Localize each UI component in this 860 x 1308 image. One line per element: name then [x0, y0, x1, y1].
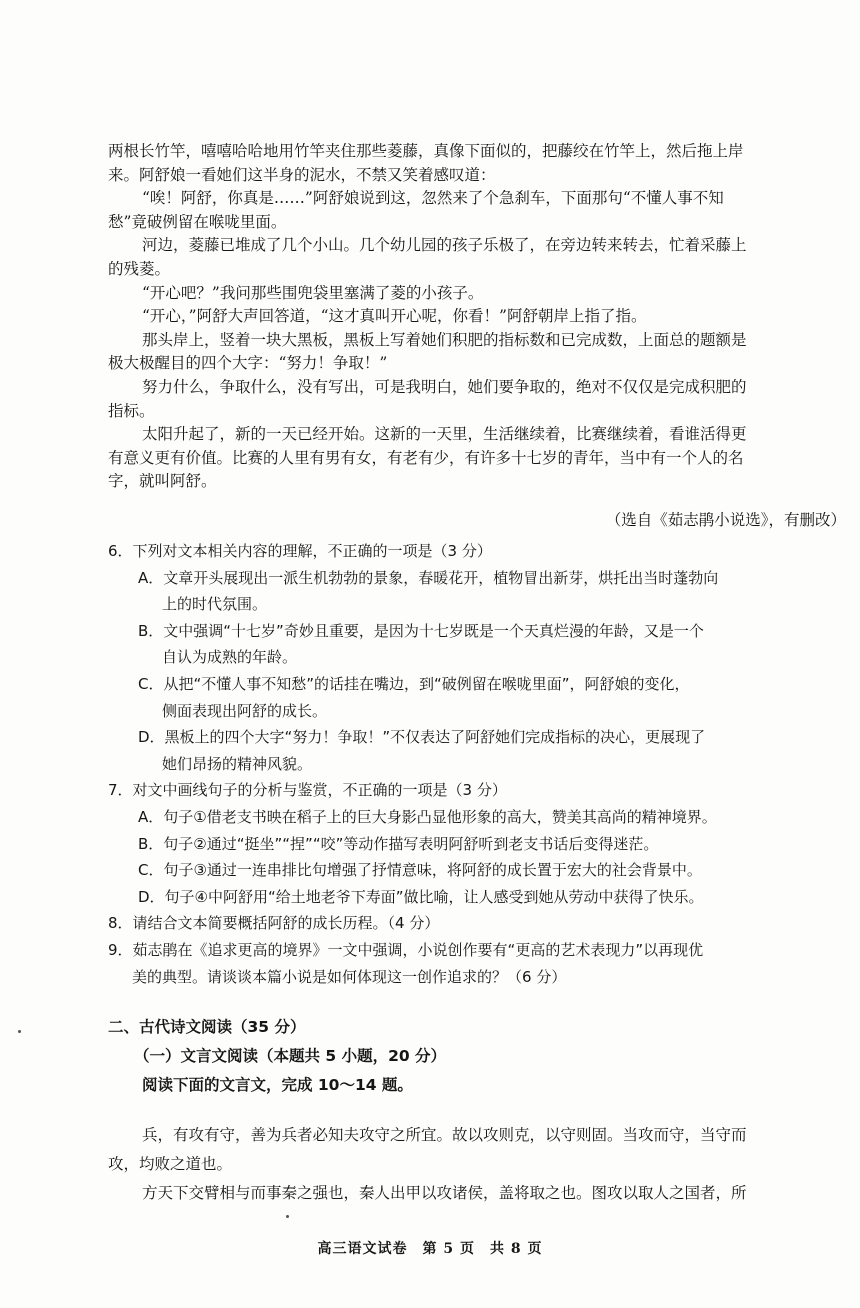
classical-passage — [108, 1121, 853, 1208]
question-9: 9．茹志鹃在《追求更高的境界》一文中强调，小说创作要有“更高的艺术表现力”以再现优 — [108, 940, 704, 959]
story-line: 努力什么，争取什么，没有写出，可是我明白，她们要争取的，绝对不仅仅是完成积肥的 — [142, 377, 747, 396]
page-footer: 高三语文试卷 第 5 页 共 8 页 — [317, 1241, 543, 1257]
option-7b: B．句子②通过“挺坐”“捏”“咬”等动作描写表明阿舒听到老支书话后变得迷茫。 — [138, 834, 659, 853]
option-6b: B．文中强调“十七岁”奇妙且重要，是因为十七岁既是一个天真烂漫的年龄，又是一个 — [138, 621, 704, 640]
option-6b-cont: 自认为成熟的年龄。 — [162, 648, 298, 667]
option-6c-cont: 侧面表现出阿舒的成长。 — [162, 701, 328, 720]
story-line: 太阳升起了，新的一天已经开始。这新的一天里，生活继续着，比赛继续着，看谁活得更 — [142, 425, 747, 444]
classical-line: 方天下交臂相与而事秦之强也，秦人出甲以攻诸侯，盖将取之也。图攻以取人之国者，所 — [142, 1184, 747, 1202]
section-title: 二、古代诗文阅读（35 分） — [108, 1018, 306, 1036]
option-6a: A．文章开头展现出一派生机勃勃的景象，春暖花开，植物冒出新芽，烘托出当时蓬勃向 — [138, 568, 719, 587]
scan-speck — [18, 1030, 21, 1033]
reading-instruction: 阅读下面的文言文，完成 10～14 题。 — [142, 1076, 413, 1094]
story-line: 极大极醒目的四个大字：“努力！争取！” — [108, 354, 388, 373]
scan-speck — [286, 1215, 289, 1218]
story-line: 字，就叫阿舒。 — [108, 472, 217, 491]
question-7: 7．对文中画线句子的分析与鉴赏，不正确的一项是（3 分） — [108, 781, 507, 800]
story-line: 有意义更有价值。比赛的人里有男有女，有老有少，有许多十七岁的青年，当中有一个人的名 — [108, 448, 744, 467]
question-9-cont: 美的典型。请谈谈本篇小说是如何体现这一创作追求的？（6 分） — [132, 967, 567, 986]
story-line: 的残菱。 — [108, 259, 171, 278]
story-line: 来。阿舒娘一看她们这半身的泥水，不禁又笑着感叹道： — [108, 165, 496, 184]
source-note: （选自《茹志鹃小说选》，有删改） — [605, 511, 846, 529]
classical-line: 兵，有攻有守，善为兵者必知夫攻守之所宜。故以攻则克，以守则固。当攻而守，当守而 — [142, 1126, 747, 1144]
option-6c: C．从把“不懂人事不知愁”的话挂在嘴边，到“破例留在喉咙里面”，阿舒娘的变化， — [138, 674, 690, 693]
story-line: 两根长竹竿，嘻嘻哈哈地用竹竿夹住那些菱藤，真像下面似的，把藤绞在竹竿上，然后拖上岸 — [108, 142, 744, 160]
story-line: 那头岸上，竖着一块大黑板，黑板上写着她们积肥的指标数和已完成数，上面总的题额是 — [142, 330, 747, 349]
classical-line: 攻，均败之道也。 — [108, 1155, 233, 1173]
option-7c: C．句子③通过一连串排比句增强了抒情意味，将阿舒的成长置于宏大的社会背景中。 — [138, 861, 702, 880]
option-6d-cont: 她们昂扬的精神风貌。 — [162, 754, 313, 773]
option-6d: D．黑板上的四个大字“努力！争取！”不仅表达了阿舒她们完成指标的决心，更展现了 — [138, 728, 706, 747]
story-line: 河边，菱藤已堆成了几个小山。几个幼儿园的孩子乐极了，在旁边转来转去，忙着采藤上 — [142, 236, 747, 255]
story-line: “开心吧？”我问那些围兜袋里塞满了菱的小孩子。 — [142, 283, 484, 302]
option-7a: A．句子①借老支书映在稻子上的巨大身影凸显他形象的高大，赞美其高尚的精神境界。 — [138, 807, 717, 826]
option-7d: D．句子④中阿舒用“给土地老爷下寿面”做比喻，让人感受到她从劳动中获得了快乐。 — [138, 887, 704, 906]
story-line: “唉！阿舒，你真是……”阿舒娘说到这，忽然来了个急刹车，下面那句“不懂人事不知 — [142, 189, 724, 208]
question-8: 8．请结合文本简要概括阿舒的成长历程。（4 分） — [108, 914, 440, 933]
story-line: 愁”竟破例留在喉咙里面。 — [108, 212, 287, 231]
questions — [108, 538, 853, 990]
option-6a-cont: 上的时代氛围。 — [162, 595, 268, 614]
story-passage — [108, 140, 853, 494]
story-line: “开心，”阿舒大声回答道，“这才真叫开心呢，你看！”阿舒朝岸上指了指。 — [142, 307, 647, 326]
story-line: 指标。 — [108, 401, 155, 420]
question-6: 6．下列对文本相关内容的理解，不正确的一项是（3 分） — [108, 542, 492, 560]
section-classical — [108, 1013, 853, 1100]
subsection-title: （一）文言文阅读（本题共 5 小题，20 分） — [134, 1047, 447, 1065]
